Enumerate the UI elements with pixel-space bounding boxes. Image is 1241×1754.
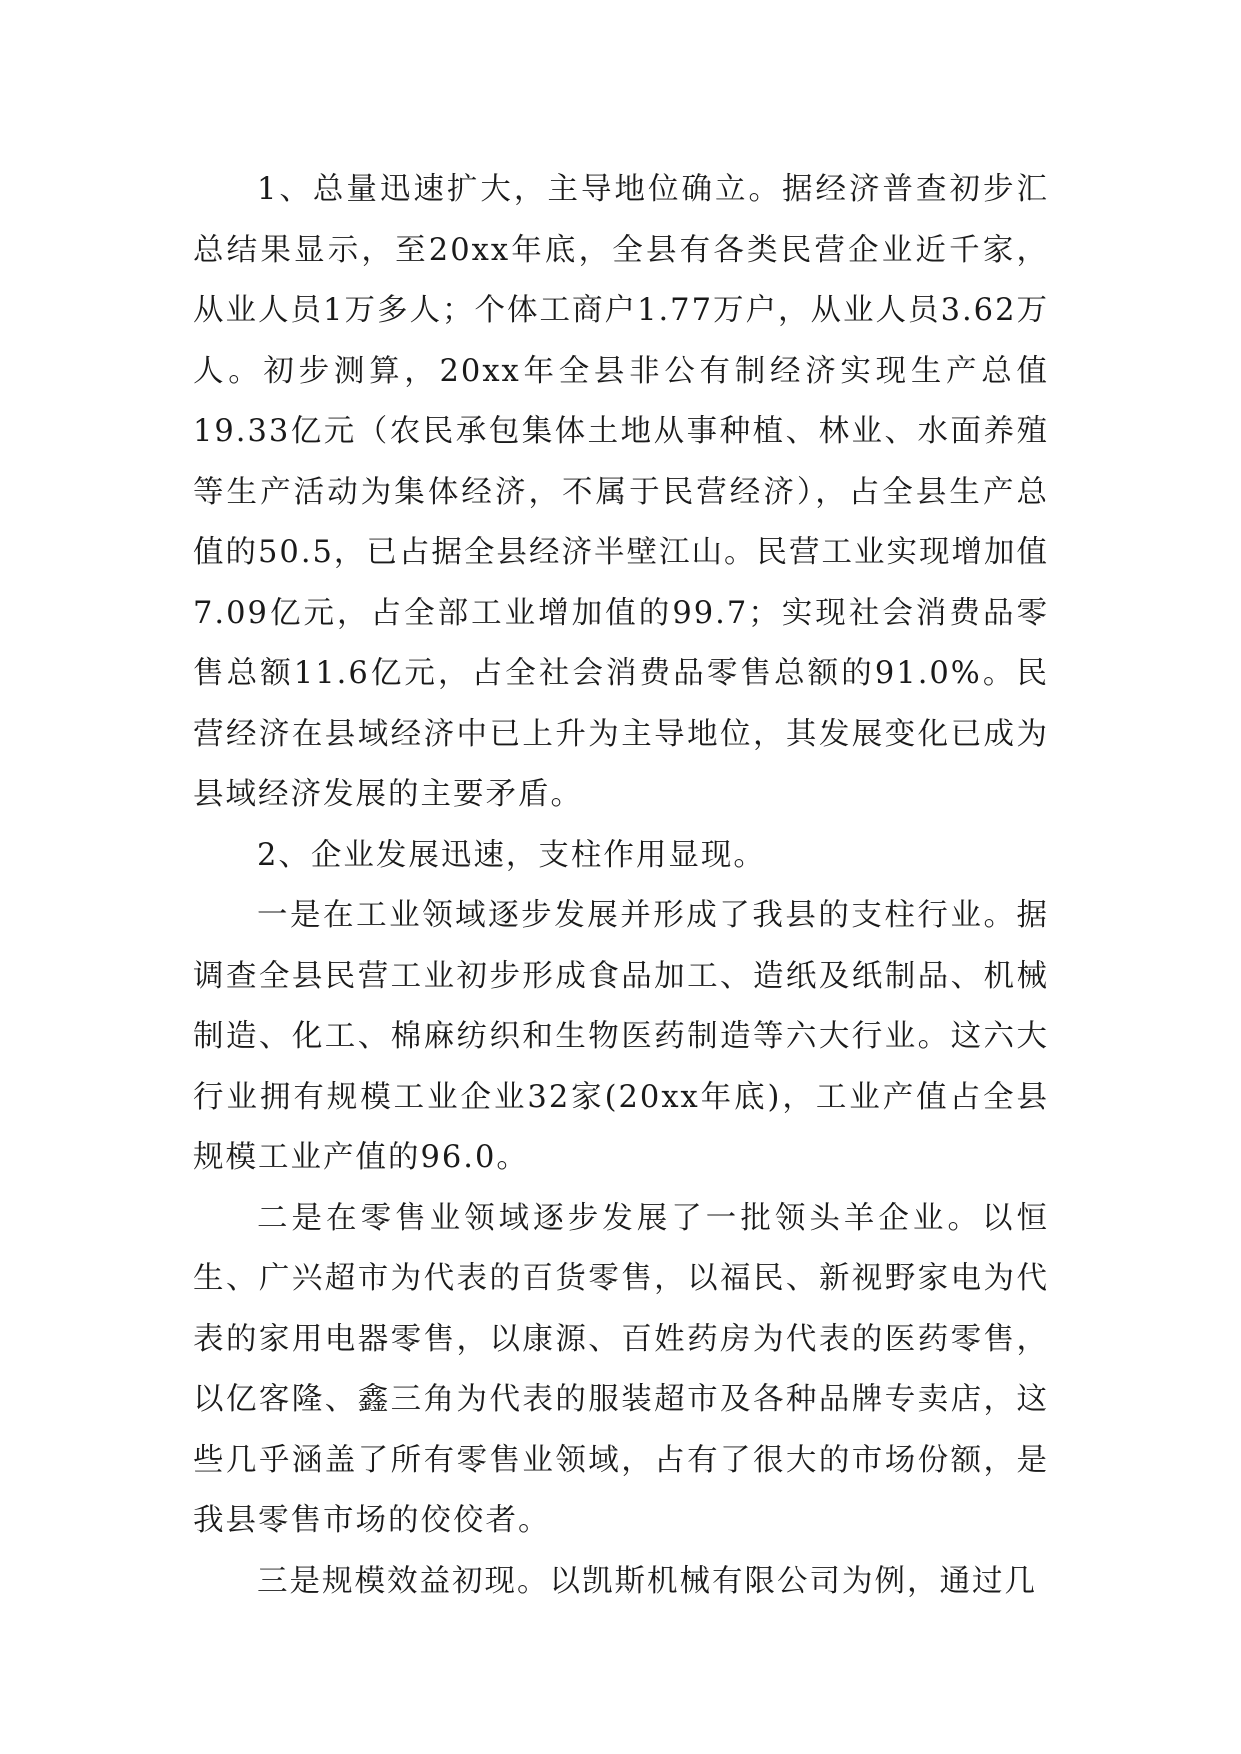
paragraph-enterprise-development: 2、企业发展迅速，支柱作用显现。 — [257, 837, 766, 873]
paragraph-total-expansion: 1、总量迅速扩大，主导地位确立。据经济普查初步汇总结果显示，至20xx年底，全县有各类民营企业近千家，从业人员1万多人；个体工商户1.77万户，从业人员3.62万人。初步测算，20xx年全县非公有制经济实现生产总值19.33亿元（农民承包集体土地从事种植、林业、水面养殖等生产活动为集体经济，不属于民营经济），占全县生产总值的50.5，已占据全县经济半壁江山。民营工业实现增加值7.09亿元，占全部工业增加值的99.7；实现社会消费品零售总额11.6亿元，占全社会消费品零售总额的91.0%。民营经济在县域经济中已上升为主导地位，其发展变化已成为县域经济发展的主要矛盾。 — [193, 172, 1049, 812]
document-body — [193, 160, 1049, 1612]
paragraph-retail-leaders: 二是在零售业领域逐步发展了一批领头羊企业。以恒生、广兴超市为代表的百货零售，以福民、新视野家电为代表的家用电器零售，以康源、百姓药房为代表的医药零售，以亿客隆、鑫三角为代表的服装超市及各种品牌专卖店，这些几乎涵盖了所有零售业领域，占有了很大的市场份额，是我县零售市场的佼佼者。 — [193, 1200, 1049, 1538]
paragraph-industry-pillars: 一是在工业领域逐步发展并形成了我县的支柱行业。据调查全县民营工业初步形成食品加工、造纸及纸制品、机械制造、化工、棉麻纺织和生物医药制造等六大行业。这六大行业拥有规模工业企业32家(20xx年底)，工业产值占全县规模工业产值的96.0。 — [193, 898, 1049, 1175]
paragraph-scale-benefits: 三是规模效益初现。以凯斯机械有限公司为例，通过几 — [257, 1563, 1037, 1599]
